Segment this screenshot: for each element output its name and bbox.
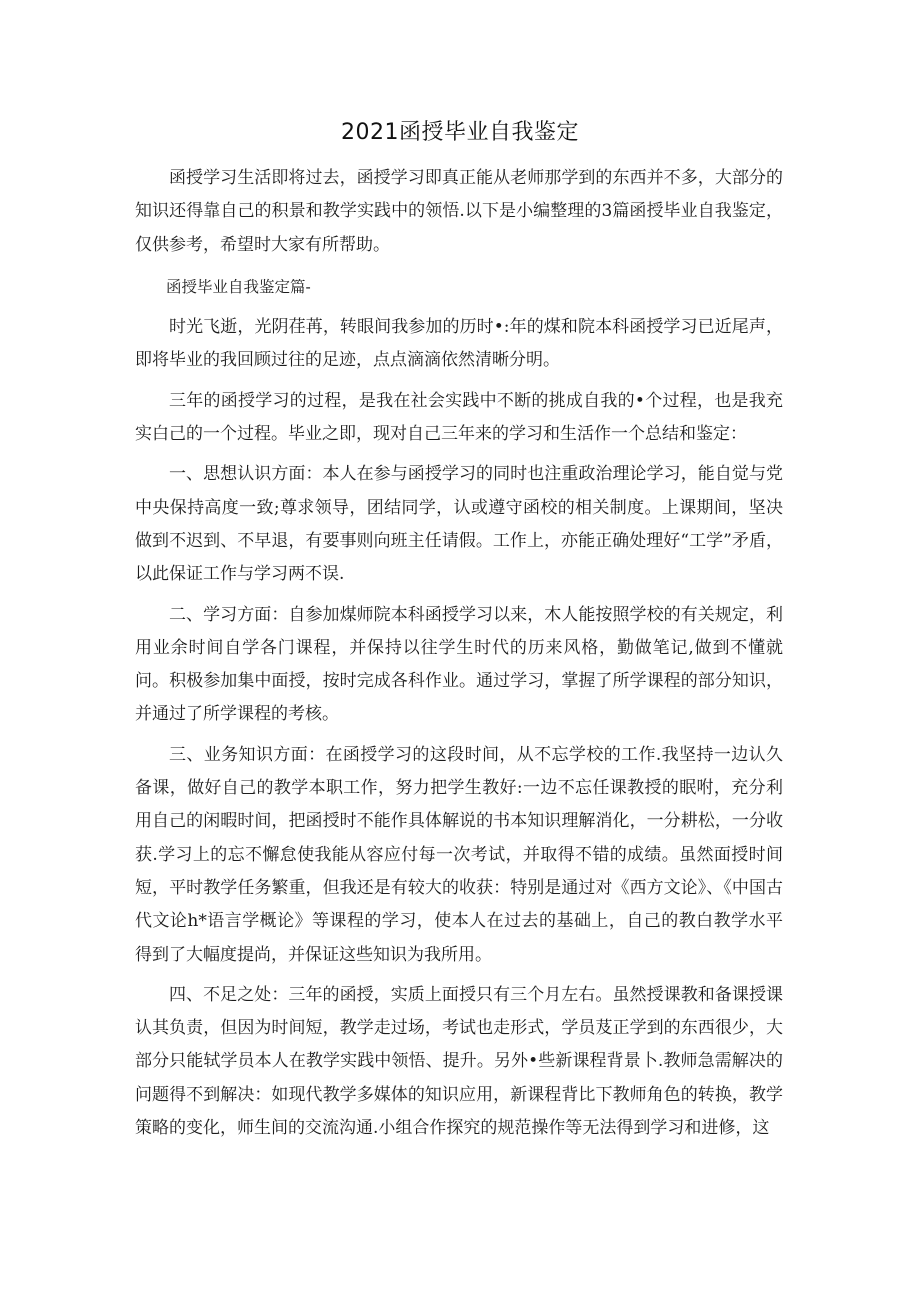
paragraph-professional: 三、业务知识方面：在函授学习的这段时间，从不忘学校的工作.我坚持一边认久备课，做好自己的教学本职工作，努力把学生教好:一边不忘任课教授的眠咐，充分利用自己的闲暇时间，把函授时不能作具体解说的书本知识理解消化，一分耕松，一分收获.学习上的忘不懈怠使我能从容应付每一次考试，并取得不错的成绩。虽然面授时间短，平时教学任务繁重，但我还是有较大的收获：特别是通过对《西方文论》、《中国古代文论h*语言学概论》等课程的学习，使本人在过去的基础上，自己的教白教学水平得到了大幅度提尚，并保证这些知识为我所用。	[135, 744, 783, 965]
document-body	[135, 162, 783, 1145]
paragraph-ideology: 一、思想认识方面：本人在参与函授学习的同时也注重政治理论学习，能自觉与党中央保持高度一致;尊求领导，团结同学，认或遵守函校的相关制度。上课期间，坚决做到不迟到、不早退，有要事则向班主任请假。工作上，亦能正确处理好“工学”矛盾，以此保证工作与学习两不误.	[135, 464, 783, 585]
paragraph-study: 二、学习方面：自参加煤师院本科函授学习以来，木人能按照学校的有关规定，利用业余时间自学各门课程，并保持以往学生时代的历来风格，勤做笔记,做到不懂就问。积极参加集中面授，按时完成各科作业。通过学习，掌握了所学课程的部分知识，并通过了所学课程的考核。	[135, 604, 783, 725]
paragraph-opening: 时光飞逝，光阴荏苒，转眼间我参加的历时•:年的煤和院本科函授学习已近尾声，即将毕业的我回顾过往的足迹，点点滴滴依然清晰分明。	[135, 317, 783, 371]
paragraph-intro: 函授学习生活即将过去，函授学习即真正能从老师那学到的东西并不多，大部分的知识还得靠自己的积景和教学实践中的领悟.以下是小编整理的3篇函授毕业自我鉴定，仅供参考，希望时大家有所帮助。	[135, 168, 783, 255]
paragraph-shortcomings: 四、不足之处：三年的函授，实质上面授只有三个月左右。虽然授课教和备课授课认其负责，但因为时间短，教学走过场，考试也走形式，学员芨正学到的东西很少，大部分只能轼学员本人在教学实践中领悟、提升。另外•些新课程背景卜.教师急需解决的问题得不到解决：如现代教学多媒体的知识应用，新课程背比下教师角色的转换，教学策略的变化，师生间的交流沟通.小组合作探究的规范操作等无法得到学习和进修，这	[135, 984, 783, 1139]
document-title: 2021函授毕业自我鉴定	[341, 120, 579, 145]
section-heading-1: 函授毕业自我鉴定篇-	[166, 277, 311, 296]
paragraph-overview: 三年的函授学习的过程，是我在社会实践中不断的挑成自我的•个过程，也是我充实白己的一个过程。毕业之即，现对自己三年来的学习和生活作一个总结和鉴定：	[135, 390, 783, 445]
